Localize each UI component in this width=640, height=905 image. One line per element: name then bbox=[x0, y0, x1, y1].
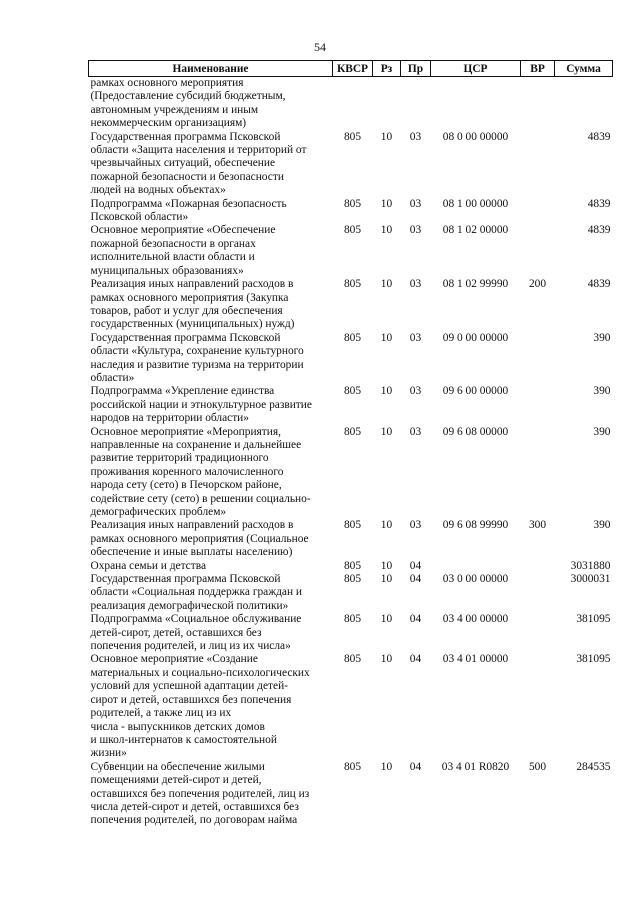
table-body bbox=[89, 77, 613, 828]
cell-sum: 284535 bbox=[576, 760, 611, 773]
cell-rz: 10 bbox=[380, 559, 393, 572]
cell-csr: 08 0 00 00000 bbox=[442, 130, 509, 143]
header-kvsr: КВСР bbox=[333, 61, 373, 77]
cell-name: рамках основного мероприятия (Предоставление субсидий бюджетным, автономным учреждениям и иным некоммерческим организациям) bbox=[90, 77, 286, 130]
cell-name: Государственная программа Псковской области «Культура, сохранение культурного наследия и развитие туризма на территории области» bbox=[90, 331, 304, 384]
cell-vr bbox=[521, 131, 555, 198]
cell-kvsr: 805 bbox=[343, 559, 362, 572]
table-row bbox=[89, 278, 613, 332]
cell-vr bbox=[521, 198, 555, 225]
table-row bbox=[89, 426, 613, 520]
cell-pr: 04 bbox=[409, 613, 422, 626]
cell-rz: 10 bbox=[380, 224, 393, 237]
cell-vr bbox=[521, 77, 555, 131]
cell-csr: 09 0 00 00000 bbox=[442, 331, 509, 344]
cell-vr bbox=[521, 224, 555, 278]
cell-kvsr: 805 bbox=[343, 197, 362, 210]
cell-csr: 03 4 00 00000 bbox=[442, 613, 509, 626]
cell-rz: 10 bbox=[380, 130, 393, 143]
cell-pr: 03 bbox=[409, 519, 422, 532]
cell-name: Основное мероприятие «Обеспечение пожарной безопасности в органах исполнительной власти области и муниципальных образованиях» bbox=[90, 224, 276, 277]
table-row bbox=[89, 224, 613, 278]
table-row bbox=[89, 77, 613, 131]
cell-sum: 4839 bbox=[587, 130, 611, 143]
header-vr: ВР bbox=[521, 61, 555, 77]
cell-pr: 03 bbox=[409, 425, 422, 438]
cell-vr bbox=[521, 385, 555, 425]
cell-name: Подпрограмма «Пожарная безопасность Псковской области» bbox=[90, 197, 287, 224]
cell-csr bbox=[431, 560, 521, 573]
cell-kvsr: 805 bbox=[343, 385, 362, 398]
cell-rz: 10 bbox=[380, 197, 393, 210]
cell-kvsr: 805 bbox=[343, 130, 362, 143]
cell-rz: 10 bbox=[380, 331, 393, 344]
cell-vr: 500 bbox=[528, 760, 547, 773]
table-row bbox=[89, 613, 613, 653]
cell-pr: 03 bbox=[409, 197, 422, 210]
cell-csr: 09 6 08 00000 bbox=[442, 425, 509, 438]
cell-name: Реализация иных направлений расходов в рамках основного мероприятия (Закупка товаров, работ и услуг для обеспечения государственных (муниципальных) нужд) bbox=[90, 278, 295, 331]
cell-sum: 381095 bbox=[576, 653, 611, 666]
cell-csr: 08 1 02 00000 bbox=[442, 224, 509, 237]
cell-vr: 200 bbox=[528, 278, 547, 291]
cell-vr: 300 bbox=[528, 519, 547, 532]
header-pr: Пр bbox=[401, 61, 431, 77]
cell-kvsr: 805 bbox=[343, 760, 362, 773]
cell-kvsr: 805 bbox=[343, 613, 362, 626]
header-sum: Сумма bbox=[555, 61, 613, 77]
cell-rz: 10 bbox=[380, 613, 393, 626]
cell-sum: 4839 bbox=[587, 197, 611, 210]
table-header bbox=[89, 61, 613, 77]
header-csr: ЦСР bbox=[431, 61, 521, 77]
cell-vr bbox=[521, 560, 555, 573]
cell-name: Охрана семьи и детства bbox=[90, 559, 206, 572]
cell-kvsr: 805 bbox=[343, 519, 362, 532]
cell-sum: 4839 bbox=[587, 278, 611, 291]
cell-pr: 04 bbox=[409, 653, 422, 666]
table-row bbox=[89, 198, 613, 225]
cell-kvsr: 805 bbox=[343, 425, 362, 438]
cell-sum: 390 bbox=[593, 385, 611, 398]
cell-kvsr: 805 bbox=[343, 573, 362, 586]
cell-sum: 390 bbox=[593, 425, 611, 438]
cell-csr bbox=[431, 77, 521, 131]
cell-kvsr: 805 bbox=[343, 278, 362, 291]
cell-kvsr: 805 bbox=[343, 224, 362, 237]
cell-name: Субвенции на обеспечение жилыми помещениями детей-сирот и детей, оставшихся без попечения родителей, лиц из числа детей-сирот и детей, оставшихся без попечения родителей, по договорам найма bbox=[90, 760, 310, 827]
cell-pr: 03 bbox=[409, 331, 422, 344]
table-row bbox=[89, 573, 613, 613]
cell-kvsr: 805 bbox=[343, 653, 362, 666]
cell-rz: 10 bbox=[380, 278, 393, 291]
cell-pr: 04 bbox=[409, 559, 422, 572]
cell-rz: 10 bbox=[380, 425, 393, 438]
cell-vr bbox=[521, 573, 555, 613]
cell-pr: 03 bbox=[409, 130, 422, 143]
cell-sum: 3031880 bbox=[570, 559, 611, 572]
cell-rz: 10 bbox=[380, 385, 393, 398]
cell-pr: 04 bbox=[409, 760, 422, 773]
cell-name: Подпрограмма «Социальное обслуживание детей-сирот, детей, оставшихся без попечения родителей, и лиц из их числа» bbox=[90, 613, 302, 653]
cell-rz: 10 bbox=[380, 653, 393, 666]
cell-csr: 08 1 00 00000 bbox=[442, 197, 509, 210]
table-row bbox=[89, 560, 613, 573]
header-name: Наименование bbox=[89, 61, 333, 77]
cell-pr bbox=[401, 77, 431, 131]
cell-pr: 04 bbox=[409, 573, 422, 586]
table-row bbox=[89, 519, 613, 559]
cell-rz: 10 bbox=[380, 760, 393, 773]
cell-csr: 03 0 00 00000 bbox=[442, 573, 509, 586]
cell-vr bbox=[521, 332, 555, 386]
cell-csr: 09 6 08 99990 bbox=[442, 519, 509, 532]
cell-vr bbox=[521, 613, 555, 653]
cell-name: Государственная программа Псковской области «Защита населения и территорий от чрезвычайных ситуаций, обеспечение пожарной безопасности и безопасности людей на водных объектах» bbox=[90, 130, 307, 197]
page-number: 54 bbox=[314, 40, 326, 54]
cell-pr: 03 bbox=[409, 385, 422, 398]
cell-sum: 4839 bbox=[587, 224, 611, 237]
table-row bbox=[89, 131, 613, 198]
cell-rz: 10 bbox=[380, 519, 393, 532]
cell-pr: 03 bbox=[409, 224, 422, 237]
cell-kvsr bbox=[333, 77, 373, 131]
table-row bbox=[89, 761, 613, 828]
cell-pr: 03 bbox=[409, 278, 422, 291]
cell-kvsr: 805 bbox=[343, 331, 362, 344]
cell-name: Основное мероприятие «Мероприятия, направленные на сохранение и дальнейшее развитие территорий традиционного проживания коренного малочисленного народа сету (сето) в Печорском районе, содействие сету (сето) в решении социально- демографических проблем» bbox=[90, 425, 311, 518]
cell-rz bbox=[373, 77, 401, 131]
cell-sum bbox=[555, 77, 613, 131]
cell-vr bbox=[521, 426, 555, 520]
cell-csr: 08 1 02 99990 bbox=[442, 278, 509, 291]
cell-name: Основное мероприятие «Создание материальных и социально-психологических условий для успешной адаптации детей- сирот и детей, оставшихся без попечения родителей, а также лиц из их числа - выпускников детских домов и школ-интернатов к самостоятельной жизни» bbox=[90, 653, 310, 760]
cell-sum: 390 bbox=[593, 331, 611, 344]
budget-table bbox=[88, 60, 613, 828]
table-row bbox=[89, 653, 613, 760]
table-row bbox=[89, 332, 613, 386]
cell-vr bbox=[521, 653, 555, 760]
cell-name: Реализация иных направлений расходов в рамках основного мероприятия (Социальное обеспечение и иные выплаты населению) bbox=[90, 519, 309, 559]
cell-sum: 390 bbox=[593, 519, 611, 532]
cell-name: Подпрограмма «Укрепление единства российской нации и этнокультурное развитие народов на территории области» bbox=[90, 385, 312, 425]
cell-name: Государственная программа Псковской области «Социальная поддержка граждан и реализация демографической политики» bbox=[90, 573, 302, 612]
cell-sum: 3000031 bbox=[570, 573, 611, 586]
header-rz: Рз bbox=[373, 61, 401, 77]
cell-rz: 10 bbox=[380, 573, 393, 586]
cell-sum: 381095 bbox=[576, 613, 611, 626]
table-row bbox=[89, 385, 613, 425]
cell-csr: 09 6 00 00000 bbox=[442, 385, 509, 398]
cell-csr: 03 4 01 R0820 bbox=[441, 760, 510, 773]
cell-csr: 03 4 01 00000 bbox=[442, 653, 509, 666]
